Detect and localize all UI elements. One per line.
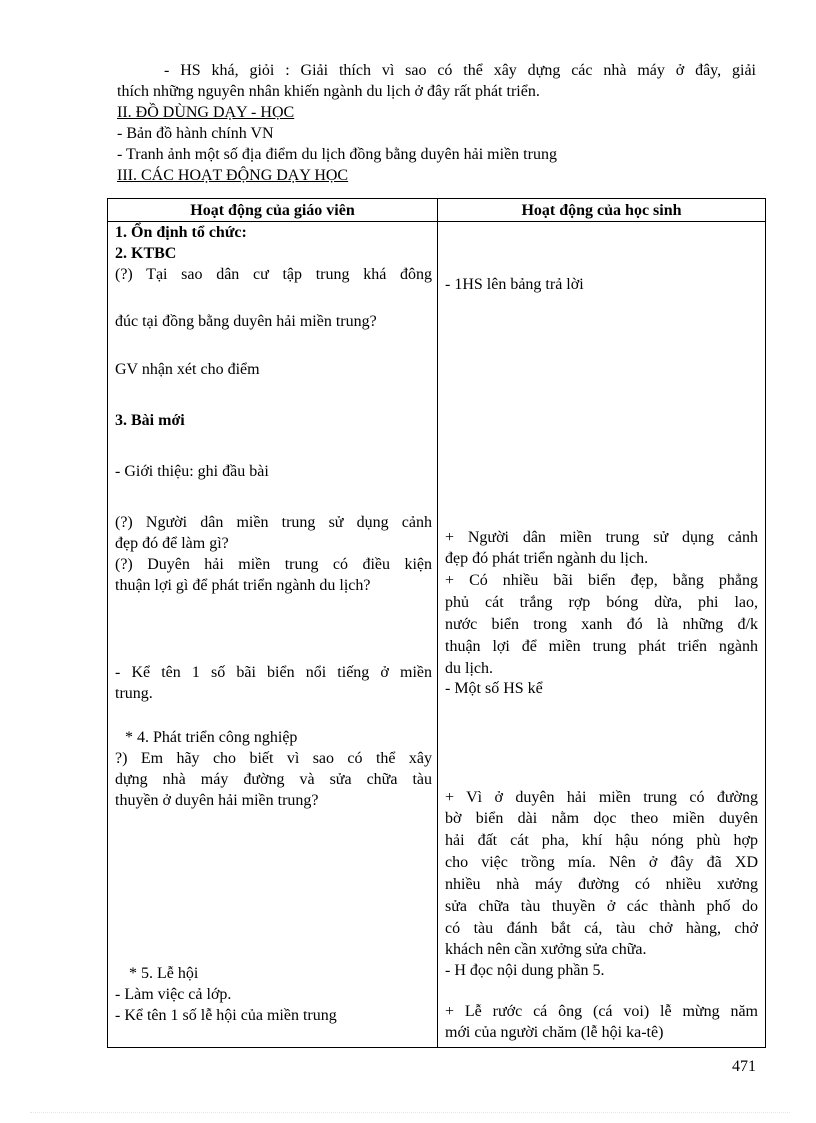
teacher-task-2: - Kể tên 1 số lễ hội của miền trung	[115, 1007, 337, 1024]
teacher-question-5b: dựng nhà máy đường và sửa chữa tàu	[115, 771, 432, 788]
student-answer-3b: phủ cát trắng rợp bóng dừa, phi lao,	[445, 594, 758, 611]
student-answer-3c: nước biển trong xanh đó là những đ/k	[445, 616, 758, 633]
teacher-question-3a: (?) Duyên hải miền trung có điều kiện	[115, 556, 432, 573]
teacher-question-4b: trung.	[115, 685, 153, 702]
student-answer-3e: du lịch.	[445, 660, 493, 677]
table-column-divider	[437, 199, 438, 1047]
student-answer-7b: mới của người chăm (lễ hội ka-tê)	[445, 1024, 664, 1041]
materials-item-2: - Tranh ảnh một số địa điểm du lịch đồng bằng duyên hải miền trung	[117, 146, 557, 163]
section-heading-2: II. ĐỒ DÙNG DẠY - HỌC	[117, 104, 295, 121]
teacher-question-5c: thuyền ở duyên hải miền trung?	[115, 792, 319, 809]
intro-line-1: - HS khá, giỏi : Giải thích vì sao có thể xây dựng các nhà máy ở đây, giải	[164, 62, 756, 79]
teacher-question-2a: (?) Người dân miền trung sử dụng cảnh	[115, 514, 432, 531]
student-answer-3d: thuận lợi để miền trung phát triển ngành	[445, 638, 758, 655]
teacher-intro: - Giới thiệu: ghi đầu bài	[115, 463, 269, 480]
header-student: Hoạt động của học sinh	[521, 202, 682, 219]
teacher-question-4a: - Kể tên 1 số bãi biển nổi tiếng ở miền	[115, 664, 432, 681]
teacher-question-1a: (?) Tại sao dân cư tập trung khá đông	[115, 266, 432, 283]
student-answer-5h: khách nên cần xưởng sửa chữa.	[445, 941, 647, 958]
page-number: 471	[732, 1058, 756, 1075]
teacher-question-5a: ?) Em hãy cho biết vì sao có thể xây	[115, 750, 432, 767]
teacher-question-1b: đúc tại đồng bằng duyên hải miền trung?	[115, 313, 377, 330]
student-answer-5c: hải đất cát pha, khí hậu nóng phù hợp	[445, 832, 758, 849]
student-answer-4: - Một số HS kể	[445, 680, 543, 697]
student-answer-2b: đẹp đó phát triển ngành du lịch.	[445, 550, 649, 567]
student-answer-2a: + Người dân miền trung sử dụng cảnh	[445, 529, 758, 546]
teacher-task-1: - Làm việc cả lớp.	[115, 986, 232, 1003]
teacher-heading-2: 2. KTBC	[115, 245, 177, 262]
activities-table	[107, 198, 766, 1048]
student-answer-5f: sửa chữa tàu thuyền ở các thành phố do	[445, 898, 758, 915]
header-teacher: Hoạt động của giáo viên	[190, 202, 355, 219]
student-answer-5a: + Vì ở duyên hải miền trung có đường	[445, 789, 758, 806]
teacher-question-2b: đẹp đó để làm gì?	[115, 535, 229, 552]
student-answer-5e: nhiều nhà máy đường có nhiều xưởng	[445, 876, 758, 893]
teacher-heading-5: * 5. Lễ hội	[129, 965, 199, 982]
intro-line-2: thích những nguyên nhân khiến ngành du lịch ở đây rất phát triển.	[117, 83, 540, 100]
student-answer-1: - 1HS lên bảng trả lời	[445, 276, 584, 293]
teacher-remark: GV nhận xét cho điểm	[115, 361, 260, 378]
teacher-question-3b: thuận lợi gì để phát triển ngành du lịch?	[115, 577, 371, 594]
teacher-heading-3: 3. Bài mới	[115, 412, 185, 429]
student-answer-3a: + Có nhiều bãi biển đẹp, bằng phẳng	[445, 572, 758, 589]
student-answer-7a: + Lễ rước cá ông (cá voi) lễ mừng năm	[445, 1003, 758, 1020]
student-answer-6: - H đọc nội dung phần 5.	[445, 962, 605, 979]
student-answer-5g: có tàu đánh bắt cá, tàu chở hàng, chở	[445, 920, 758, 937]
student-answer-5b: bờ biển dài nằm dọc theo miền duyên	[445, 810, 758, 827]
section-heading-3: III. CÁC HOẠT ĐỘNG DẠY HỌC	[117, 167, 349, 184]
footer-divider	[30, 1112, 790, 1113]
student-answer-5d: cho việc trồng mía. Nên ở đây đã XD	[445, 854, 758, 871]
teacher-heading-4: * 4. Phát triển công nghiệp	[125, 729, 298, 746]
materials-item-1: - Bản đồ hành chính VN	[117, 125, 274, 142]
teacher-heading-1: 1. Ổn định tổ chức:	[115, 224, 247, 241]
